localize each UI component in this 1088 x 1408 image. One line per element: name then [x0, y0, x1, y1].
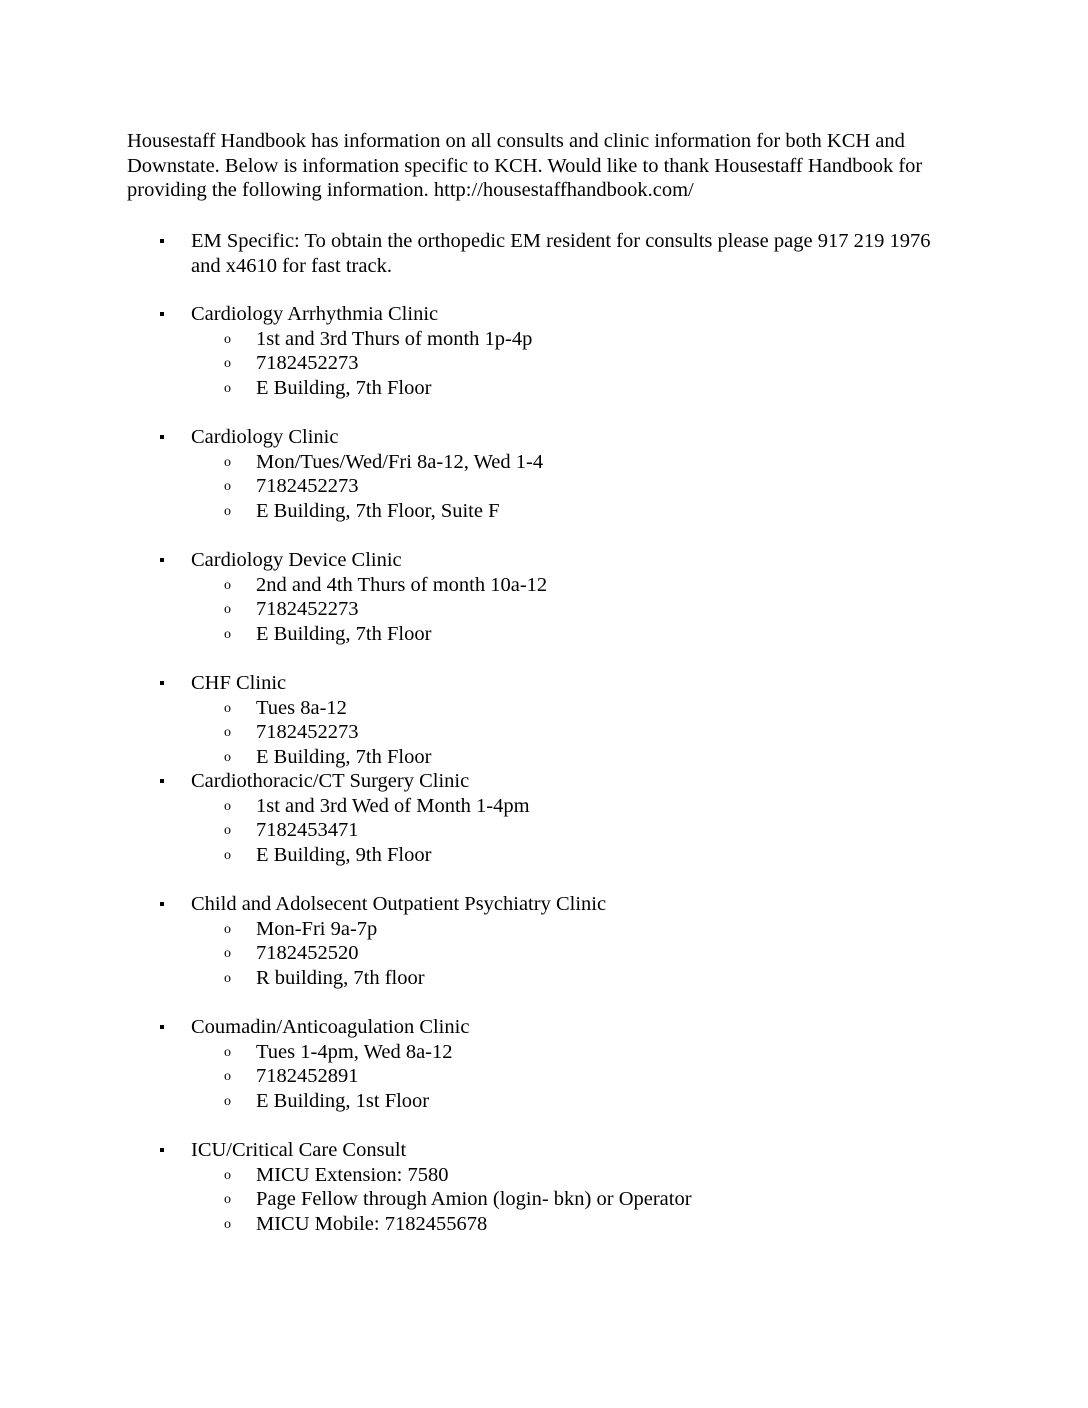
list-item-title: Cardiothoracic/CT Surgery Clinic [191, 770, 470, 792]
sub-item-text: 7182452520 [256, 942, 359, 964]
sub-item [0, 573, 1088, 598]
sub-item-text: E Building, 7th Floor [256, 376, 432, 399]
square-bullet-icon [158, 556, 166, 564]
circle-bullet-icon: o [224, 626, 231, 642]
sub-item-text: 7182452891 [256, 1065, 359, 1087]
sub-item [0, 1163, 1088, 1188]
circle-bullet-icon: o [224, 1192, 231, 1207]
sub-item [0, 1187, 1088, 1212]
circle-bullet-icon: o [224, 479, 231, 494]
sub-item [0, 622, 1088, 647]
circle-bullet-icon: o [224, 1069, 231, 1084]
sub-item [0, 474, 1088, 499]
sub-item [0, 720, 1088, 745]
circle-bullet-icon: o [224, 503, 231, 519]
sub-item [0, 1212, 1088, 1237]
sub-item-text: 7182452273 [256, 475, 359, 497]
sub-item [0, 966, 1088, 991]
sub-item [0, 917, 1088, 942]
circle-bullet-icon: o [224, 356, 231, 371]
sub-item-text: Mon/Tues/Wed/Fri 8a-12, Wed 1-4 [256, 450, 544, 473]
list-item-title: EM Specific: To obtain the orthopedic EM resident for consults please page 917 219 1976 and x4610 for fast track. [191, 230, 931, 277]
sub-item-text: Tues 8a-12 [256, 696, 347, 719]
sub-item [0, 1064, 1088, 1089]
circle-bullet-icon: o [224, 1044, 231, 1060]
circle-bullet-icon: o [224, 700, 231, 716]
sub-item [0, 1089, 1088, 1114]
sub-item-text: 1st and 3rd Thurs of month 1p-4p [256, 327, 533, 350]
sub-item [0, 351, 1088, 376]
sub-item-text: E Building, 7th Floor, Suite F [256, 499, 500, 522]
sub-item [0, 1040, 1088, 1065]
sub-item-text: Tues 1-4pm, Wed 8a-12 [256, 1040, 453, 1063]
intro-paragraph: Housestaff Handbook has information on all consults and clinic information for both KCH and Downstate. Below is information specific to KCH. Would like to thank Housestaff Handbook for providing the following information. http://housestaffhandbook.com/ [127, 130, 923, 201]
sub-item-text: E Building, 7th Floor [256, 745, 432, 768]
sub-item-text: 7182453471 [256, 819, 359, 841]
circle-bullet-icon: o [224, 946, 231, 961]
square-bullet-icon [158, 310, 166, 318]
sub-item [0, 696, 1088, 721]
sub-item-text: E Building, 7th Floor [256, 622, 432, 645]
list-item-title: Cardiology Clinic [191, 426, 339, 448]
sub-item-text: E Building, 1st Floor [256, 1089, 430, 1112]
circle-bullet-icon: o [224, 847, 231, 863]
sub-item [0, 818, 1088, 843]
sub-item [0, 450, 1088, 475]
sub-item [0, 327, 1088, 352]
sub-item-text: 2nd and 4th Thurs of month 10a-12 [256, 573, 548, 596]
sub-item-text: Page Fellow through Amion (login- bkn) or Operator [256, 1188, 692, 1210]
circle-bullet-icon: o [224, 725, 231, 740]
circle-bullet-icon: o [224, 970, 231, 986]
list-item-title: Cardiology Arrhythmia Clinic [191, 303, 439, 325]
square-bullet-icon [158, 777, 166, 785]
circle-bullet-icon: o [224, 749, 231, 765]
circle-bullet-icon: o [224, 1216, 231, 1232]
circle-bullet-icon: o [224, 577, 231, 593]
square-bullet-icon [158, 433, 166, 441]
circle-bullet-icon: o [224, 823, 231, 838]
sub-item-text: MICU Extension: 7580 [256, 1163, 449, 1186]
square-bullet-icon [158, 1146, 166, 1154]
sub-item-text: 7182452273 [256, 598, 359, 620]
sub-item [0, 745, 1088, 770]
circle-bullet-icon: o [224, 921, 231, 937]
sub-item-text: 7182452273 [256, 352, 359, 374]
circle-bullet-icon: o [224, 331, 231, 347]
circle-bullet-icon: o [224, 380, 231, 396]
sub-item-text: MICU Mobile: 7182455678 [256, 1212, 488, 1235]
square-bullet-icon [158, 237, 166, 245]
list-item-title: Child and Adolsecent Outpatient Psychiatry Clinic [191, 893, 607, 915]
sub-item [0, 376, 1088, 401]
sub-item-text: E Building, 9th Floor [256, 843, 432, 866]
list-item-title: ICU/Critical Care Consult [191, 1139, 407, 1161]
sub-item [0, 794, 1088, 819]
square-bullet-icon [158, 900, 166, 908]
list-item-title: CHF Clinic [191, 672, 287, 694]
sub-item-text: 1st and 3rd Wed of Month 1-4pm [256, 794, 530, 817]
sub-item-text: Mon-Fri 9a-7p [256, 917, 378, 940]
list-item-title: Coumadin/Anticoagulation Clinic [191, 1016, 470, 1038]
circle-bullet-icon: o [224, 454, 231, 470]
circle-bullet-icon: o [224, 1167, 231, 1183]
square-bullet-icon [158, 679, 166, 687]
circle-bullet-icon: o [224, 1093, 231, 1109]
sub-item [0, 499, 1088, 524]
circle-bullet-icon: o [224, 602, 231, 617]
sub-item-text: 7182452273 [256, 721, 359, 743]
square-bullet-icon [158, 1023, 166, 1031]
circle-bullet-icon: o [224, 798, 231, 814]
sub-item [0, 597, 1088, 622]
sub-item [0, 843, 1088, 868]
sub-item [0, 941, 1088, 966]
sub-item-text: R building, 7th floor [256, 966, 425, 989]
list-item-title: Cardiology Device Clinic [191, 549, 402, 571]
